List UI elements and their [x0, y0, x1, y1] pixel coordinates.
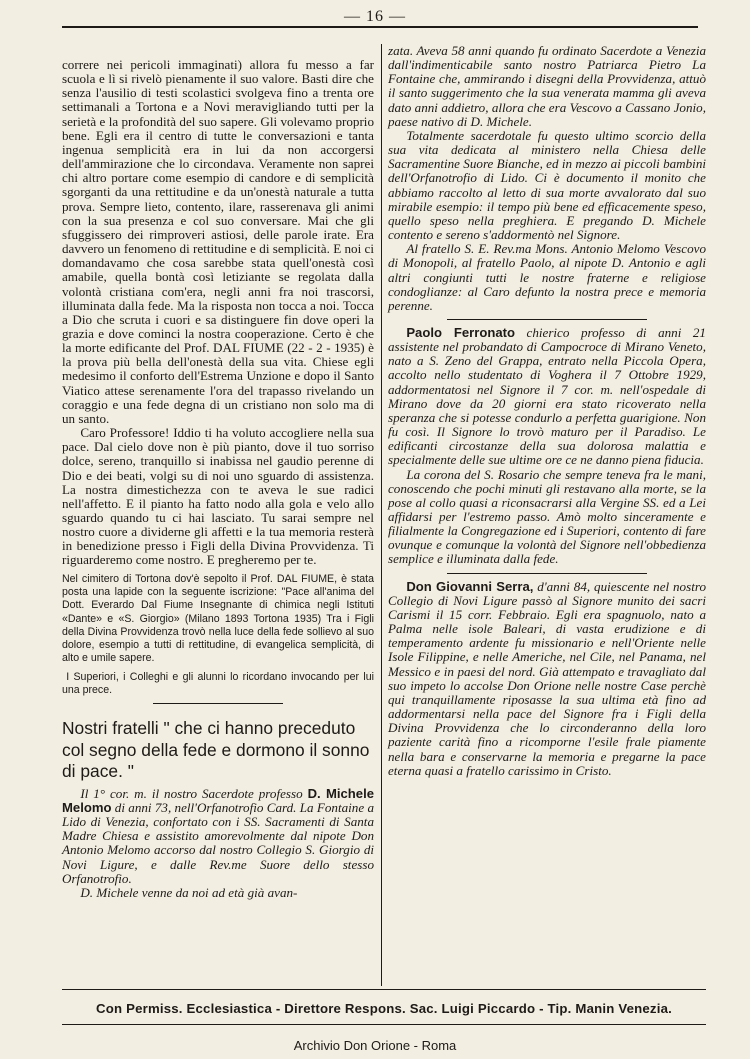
right-column — [388, 44, 706, 778]
section-divider — [153, 703, 283, 704]
melomo-paragraph-2: Totalmente sacerdotale fu questo ultimo scorcio della sua vita dedicata al ministero nella Chiesa delle Sacramentine Suore Bianche, ed in mezzo ai piccoli bambini dell'Orfanotrofio di Lido. Ci è documento il monito che abbiamo raccolto al letto di sua morte avvalorato dal suo mirabile esempio: il tempo più bene ed efficacemente speso, quello speso nella preghiera. E pregando D. Michele contento e sereno s'addormentò nel Signore. — [388, 127, 706, 243]
obituary-divider-1 — [447, 319, 647, 320]
ferronato-text: chierico professo di anni 21 assistente nel probandato di Campocroce di Mirano Veneto, nato a S. Zeno del Grappa, entrato nella Piccola Opera, accolto nello studentato di Voghera il 7 Ottobre 1929, addormentatosi nel Signore il 7 cor. m. nell'ospedale di Mirano dove da 20 giorni era stato ricoverato nella speranza che si potesse condurlo a perfetta guarigione. Non fu così. Il Signore lo trovò maturo per il Paradiso. Le edificanti circostanze della sua dolorosa malattia e specialmente delle sue ultime ore ce ne danno piena fiducia. — [388, 324, 706, 468]
dal-fiume-paragraph-2: Caro Professore! Iddio ti ha voluto accogliere nella sua pace. Dal cielo dove non è più pianto, dove il tuo sorriso dolce, sereno, tranquillo si inabissa nel gaudio perenne di Dio e dei beati, volgi su di noi uno sguardo di assistenza. La nostra dimestichezza con te aveva le sue radici nell'affetto. E il pianto ha fatto nodo alla gola e velo allo sguardo quando tu ci hai lasciato. Tu sarai sempre nel nostro cuore a dividerne gli affetti e la tua memoria resterà in benedizione presso i Figli della Divina Provvidenza. Ti riguarderemo come nostro. E pregheremo per te. — [62, 425, 374, 568]
imprint-footer: Con Permiss. Ecclesiastica - Direttore Respons. Sac. Luigi Piccardo - Tip. Manin Venezia. — [95, 1001, 672, 1016]
dal-fiume-paragraph-1: correre nei pericoli immaginati) allora fu messo a far scuola e lì si rivelò pienamente il suo valore. Basti dire che senza l'ausilio di testi scolastici svolgeva fino a trenta ore settimanali a Tortona e a Novi meravigliando tutti per la serietà e la profondità del suo sapere. Gli volevamo proprio bene. Egli era il centro di tutte le conversazioni e tanta ingenua semplicità era in lui da non accorgersi dell'ammirazione che lo circondava. Veramente non saprei chi altro portare come esempio di candore e di semplicità sgorganti da una rettitudine e da un'onestà naturale a tutta prova. Sempre lieto, contento, ilare, rasserenava gli animi con la sua presenza e col suo conversare. Mai che gli sfuggissero dei rimproveri astiosi, delle parole irate. Era davvero un fenomeno di rettitudine e di semplicità. E noi ci domandavamo che cosa sarebbe stata quell'onestà così amabile, quella bontà così letiziante se regolata dalla volontà cristiana com'era, negli anni fra noi trascorsi, illuminata dalla fede. Ma la risposta non tocca a noi. Tocca a Dio che scruta i cuori e sa distinguere fin dove operi la grazia e dove cominci la nostra cooperazione. Certo è che la morte edificante del Prof. DAL FIUME (22 - 2 - 1935) è la prova più bella dell'onestà della sua vita. Chiese egli medesimo il conforto dell'Estrema Unzione e dopo il Santo Viatico attese serenamente l'ora del trapasso rivelando un coraggio e una fede degna di un cristiano non solo ma di un santo. — [62, 57, 374, 426]
serra-text: d'anni 84, quiescente nel nostro Collegio di Novi Ligure passò al Signore munito dei sacri Carismi il 15 corr. Febbraio. Egli era spagnuolo, nato a Palma nelle isole Baleari, di vasta erudizione e di temperamento ardente fu missionario e nell'Oriente nelle Isole Filippine, e nelle Americhe, nel Cile, nel Panama, nel Messico e in paesi del nord. Già attempato e travagliato dal suo impeto lo accolse Don Orione nelle nostre Case perchè qui tranquillamente riposasse la sua ultima età fino ad addormentarsi nella pace del Signore fra i Figli della Divina Provvidenza che lo circonderanno della loro paziente carità fino a ricomporne l'esile frale piamente nella bara e conservarne la memoria e pregarne la pace eterna quasi a fratello carissimo in Cristo. — [388, 578, 706, 778]
melomo-continuation: D. Michele venne da noi ad età già avan- — [80, 884, 298, 900]
ferronato-name: Paolo Ferronato — [406, 324, 515, 340]
tombstone-note: Nel cimitero di Tortona dov'è sepolto il Prof. DAL FIUME, è stata posta una lapide con la seguente iscrizione: "Pace all'anima del Dott. Everardo Dal Fiume Insegnante di chimica negli Istituti «Dante» e «S. Giorgio» (Milano 1893 Tortona 1935) Tra i Figli della Divina Provvidenza trovò nella luce della fede sollievo al suo dolore, esempio a tutti di rettitudine, di evangelica semplicità, di alto e umile sapere. — [62, 572, 374, 665]
archive-label: Archivio Don Orione - Roma — [0, 1036, 750, 1059]
melomo-name: D. Michele Melomo — [62, 785, 374, 815]
header-rule — [62, 26, 698, 28]
superiors-note: I Superiori, i Colleghi e gli alunni lo ricordano invocando per lui una prece. — [62, 670, 374, 696]
ferronato-paragraph-1 — [388, 326, 706, 468]
column-divider — [381, 44, 382, 986]
footer-rule — [62, 989, 706, 990]
serra-name: Don Giovanni Serra, — [406, 578, 534, 594]
page-number: — 16 — — [344, 8, 406, 25]
melomo-intro — [62, 787, 374, 886]
melomo-paragraph-3: Al fratello S. E. Rev.ma Mons. Antonio Melomo Vescovo di Monopoli, al fratello Paolo, al nipote D. Antonio e agli altri congiunti tutti le nostre fraterne e religiose condoglianze: al Caro defunto la nostra prece e memoria perenne. — [388, 241, 706, 313]
melomo-text: di anni 73, nell'Orfanotrofio Card. La Fontaine a Lido di Venezia, confortato con i SS. Sacramenti di Santa Madre Chiesa e assistito amorevolmente dal nipote Don Antonio Melomo accorso dal nostro Collegio S. Giorgio di Novi Ligure, e dalle Rev.me Suore dello stesso Orfanotrofio. — [62, 799, 374, 886]
left-column — [62, 58, 374, 900]
section-heading: Nostri fratelli " che ci hanno preceduto col segno della fede e dormono il sonno di pace. " — [62, 718, 370, 782]
melomo-paragraph-1: zata. Aveva 58 anni quando fu ordinato Sacerdote a Venezia dall'indimenticabile santo nostro Patriarca Pietro La Fontaine che, ammirando i disegni della Provvidenza, attuò il santo suggerimento che la sua venerata mamma gli aveva dato anni addietro, allora che era Vescovo a Cassano Jonio, paese nativo di D. Michele. — [388, 43, 706, 129]
footer-rule-bottom — [62, 1024, 706, 1025]
ferronato-paragraph-2: La corona del S. Rosario che sempre teneva fra le mani, conoscendo che pochi minuti gli restavano alla morte, se la pose al collo quasi a riconsacrarsi alla Vergine SS. ed a Lei affidarsi per l'estremo passo. Amò molto sinceramente e filialmente la Congregazione ed i Superiori, contento di fare ovunque e comunque la volontà del Signore nell'obbedienza semplice e illuminata dalla fede. — [388, 466, 706, 567]
obituary-divider-2 — [447, 573, 647, 574]
serra-paragraph — [388, 580, 706, 778]
melomo-lead: Il 1° cor. m. il nostro Sacerdote professo — [80, 785, 303, 801]
